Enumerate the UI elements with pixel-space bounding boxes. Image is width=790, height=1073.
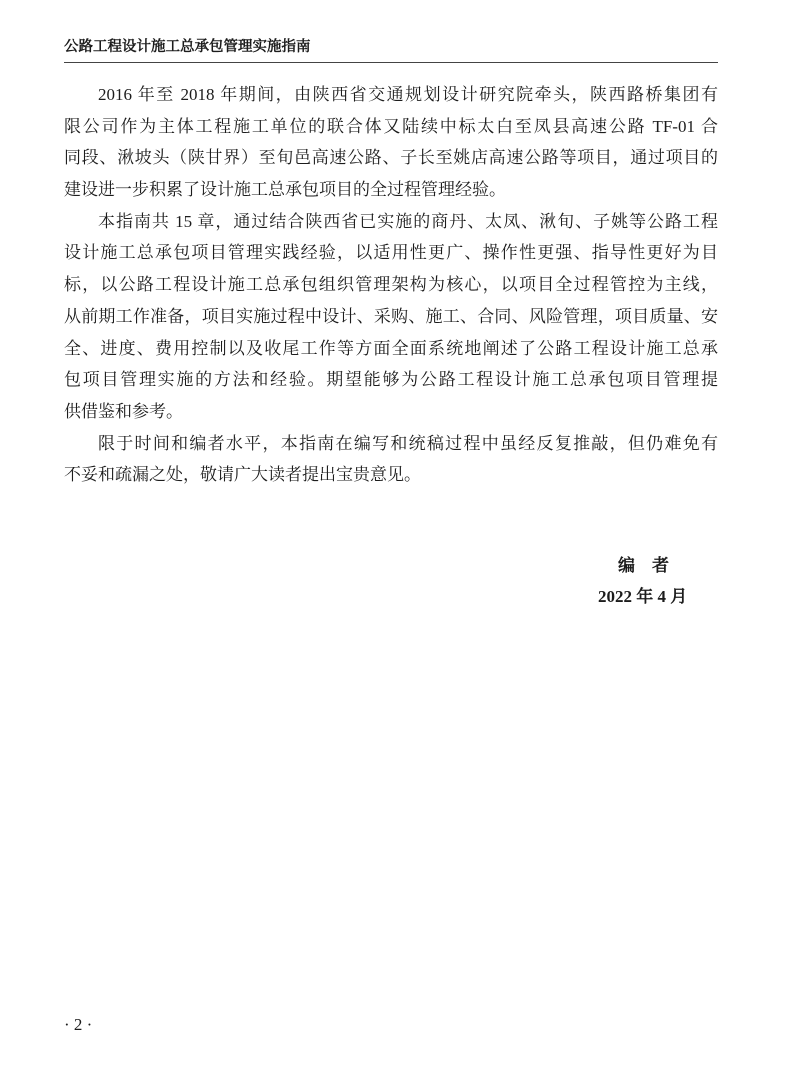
page-number: · 2 · xyxy=(64,1015,93,1034)
paragraph-line: 包项目管理实施的方法和经验。期望能够为公路工程设计施工总承包项目管理提 xyxy=(64,370,718,390)
body-text xyxy=(64,79,718,491)
paragraph-line: 全、进度、费用控制以及收尾工作等方面全面系统地阐述了公路工程设计施工总承 xyxy=(64,338,718,358)
paragraph-line: 设计施工总承包项目管理实践经验，以适用性更广、操作性更强、指导性更好为目 xyxy=(64,243,718,263)
body-paragraph-1 xyxy=(64,79,718,206)
paragraph-line: 限于时间和编者水平，本指南在编写和统稿过程中虽经反复推敲，但仍难免有 xyxy=(98,433,718,453)
signature-date: 2022 年 4 月 xyxy=(598,587,688,606)
paragraph-line: 限公司作为主体工程施工单位的联合体又陆续中标太白至凤县高速公路 TF-01 合 xyxy=(64,116,718,136)
body-paragraph-2 xyxy=(64,206,718,428)
paragraph-line: 不妥和疏漏之处，敬请广大读者提出宝贵意见。 xyxy=(64,465,421,485)
header-rule xyxy=(64,62,718,63)
paragraph-line: 从前期工作准备，项目实施过程中设计、采购、施工、合同、风险管理，项目质量、安 xyxy=(64,306,718,326)
paragraph-line: 2016 年至 2018 年期间，由陕西省交通规划设计研究院牵头，陕西路桥集团有 xyxy=(98,85,718,104)
running-title: 公路工程设计施工总承包管理实施指南 xyxy=(64,39,311,55)
signature-author: 编 者 xyxy=(618,556,669,575)
body-paragraph-3 xyxy=(64,428,718,491)
paragraph-line: 本指南共 15 章，通过结合陕西省已实施的商丹、太凤、湫旬、子姚等公路工程 xyxy=(98,211,718,231)
paragraph-line: 同段、湫坡头（陕甘界）至旬邑高速公路、子长至姚店高速公路等项目，通过项目的 xyxy=(64,148,718,168)
paragraph-line: 供借鉴和参考。 xyxy=(64,401,183,421)
paragraph-line: 标，以公路工程设计施工总承包组织管理架构为核心，以项目全过程管控为主线， xyxy=(64,275,718,295)
paragraph-line: 建设进一步积累了设计施工总承包项目的全过程管理经验。 xyxy=(64,180,506,200)
